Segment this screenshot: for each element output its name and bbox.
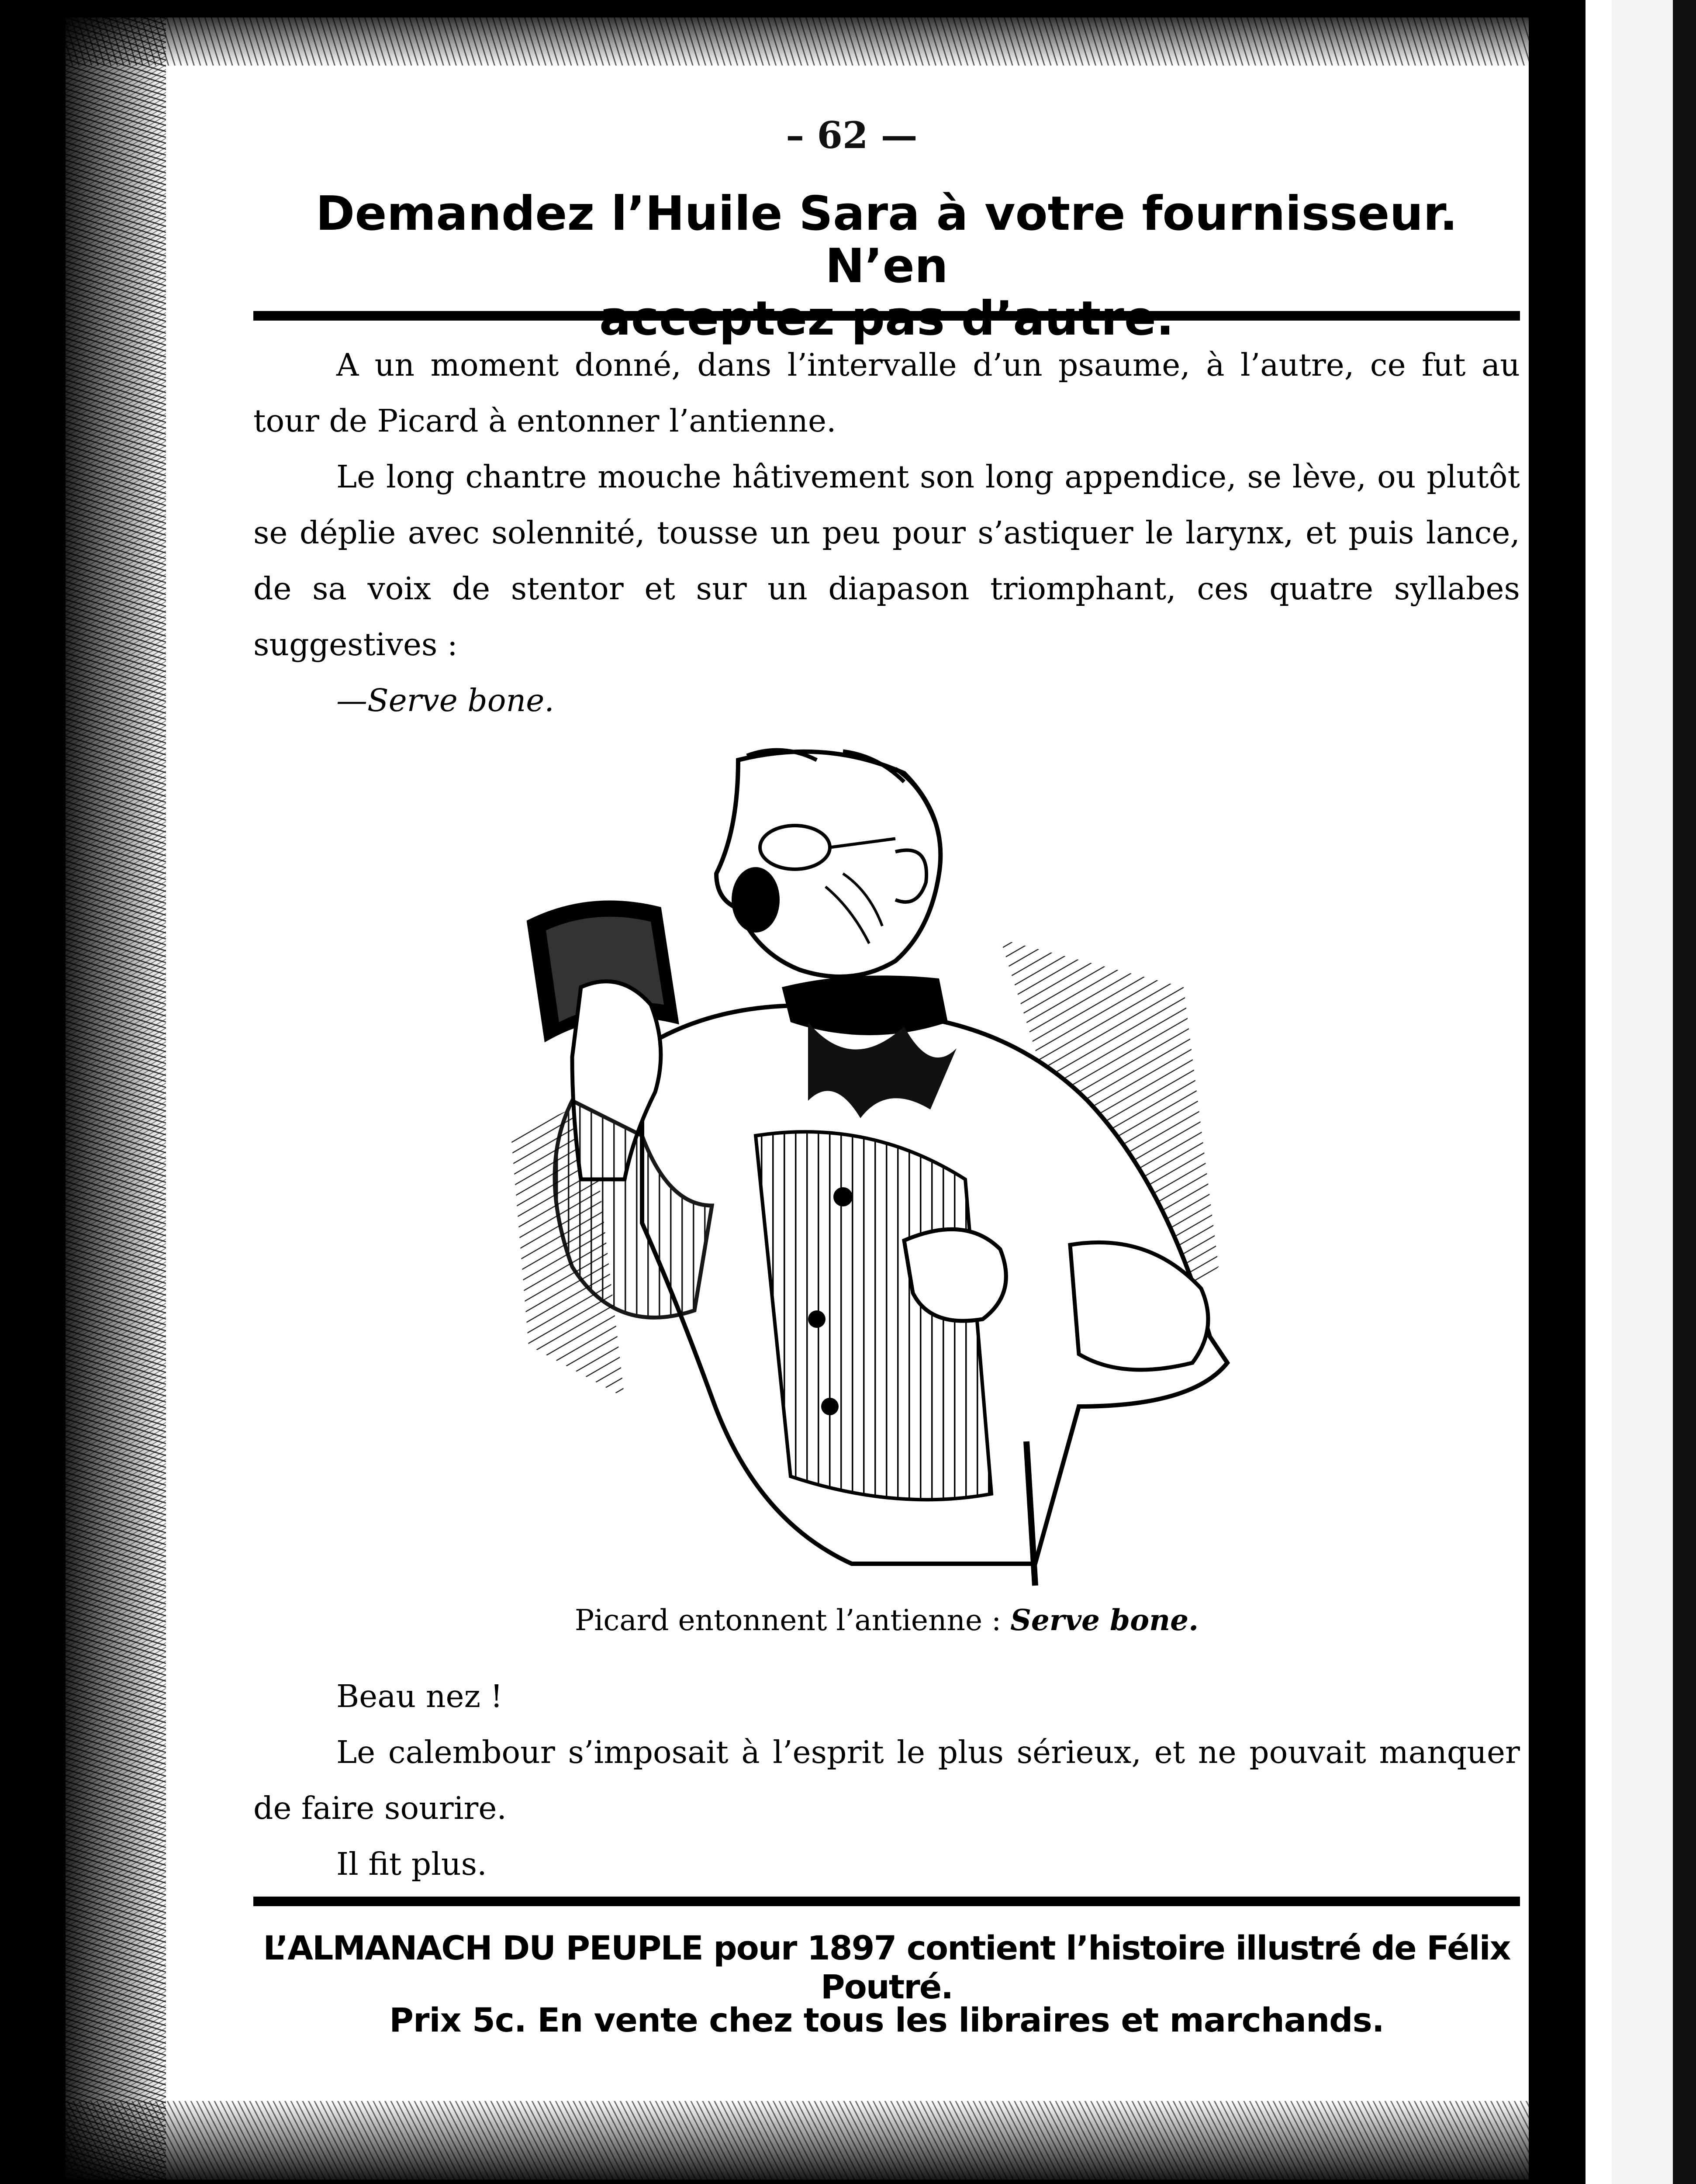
- paragraph: Il fit plus.: [336, 1846, 487, 1882]
- illustration-picard-singing: [511, 743, 1297, 1599]
- paragraph: A un moment donné, dans l’intervalle d’un psaume, à l’autre, ce fut au tour de Picard à entonner l’antienne.: [253, 347, 1520, 439]
- headline: [253, 188, 1520, 345]
- caption-italic: Serve bone.: [1010, 1603, 1199, 1637]
- scan-noise-left: [66, 17, 166, 2180]
- caption-text: Picard entonnent l’antienne :: [574, 1603, 1011, 1637]
- figure-caption: [253, 1603, 1520, 1637]
- scan-noise-top: [66, 17, 1529, 66]
- adjacent-page-edge: [1585, 0, 1696, 2184]
- advertisement-line-2: Prix 5c. En vente chez tous les libraires et marchands.: [389, 2001, 1384, 2039]
- paragraph: Le long chantre mouche hâtivement son long appendice, se lève, ou plutôt se déplie avec solennité, tousse un peu pour s’astiquer le larynx, et puis lance, de sa voix de stentor et sur un diapason triomphant, ces quatre syllabes suggestives :: [253, 459, 1520, 663]
- paragraph: Beau nez !: [336, 1678, 503, 1714]
- dialogue-line: —Serve bone.: [336, 682, 554, 719]
- book-spine-shadow: [1529, 0, 1585, 2184]
- headline-line-1: Demandez l’Huile Sara à votre fournisseur. N’en: [315, 187, 1458, 294]
- advertisement-line-1: L’ALMANACH DU PEUPLE pour 1897 contient l’histoire illustré de Félix Poutré.: [263, 1928, 1510, 2006]
- page-number: – 62 —: [786, 114, 918, 157]
- scan-noise-bottom: [66, 2101, 1529, 2180]
- top-rule: [253, 311, 1520, 321]
- paragraph: Le calembour s’imposait à l’esprit le plus sérieux, et ne pouvait manquer de faire sourire.: [253, 1734, 1520, 1826]
- bottom-rule: [253, 1897, 1520, 1906]
- document-page: [66, 17, 1529, 2180]
- body-text-bottom: [253, 1669, 1520, 1892]
- body-text-top: [253, 337, 1520, 729]
